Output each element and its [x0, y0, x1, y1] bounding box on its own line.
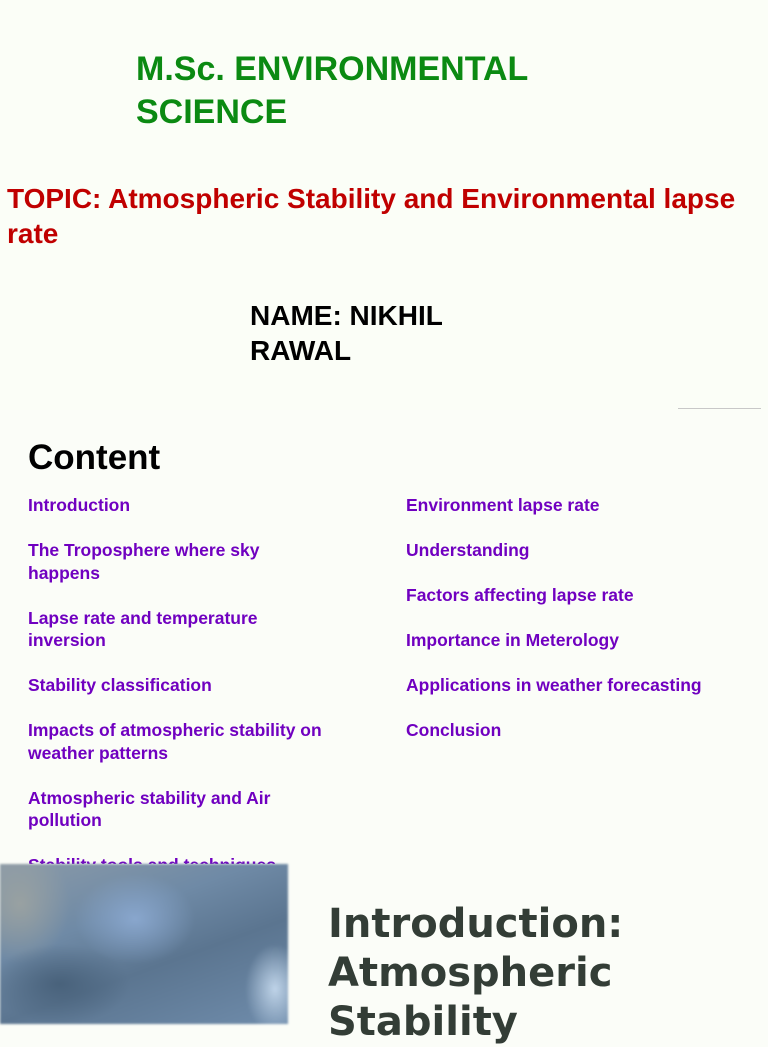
content-item-applications-forecasting[interactable]: Applications in weather forecasting: [406, 675, 702, 695]
content-item-importance-meteorology[interactable]: Importance in Meterology: [406, 630, 619, 650]
content-list-right: [406, 494, 746, 764]
content-item-stability-classification[interactable]: Stability classification: [28, 675, 212, 695]
content-item-conclusion[interactable]: Conclusion: [406, 720, 502, 740]
degree-title: M.Sc. ENVIRONMENTAL SCIENCE: [136, 50, 528, 131]
content-item-lapse-rate-inversion[interactable]: Lapse rate and temperature inversion: [28, 607, 258, 650]
topic-title: TOPIC: Atmospheric Stability and Environmental lapse rate: [7, 183, 736, 249]
content-item-factors[interactable]: Factors affecting lapse rate: [406, 585, 634, 605]
author-name: NAME: NIKHIL RAWAL: [250, 300, 443, 366]
content-slide: [0, 410, 768, 864]
title-slide: [0, 0, 768, 410]
sky-photo: [0, 864, 288, 1024]
content-list-left: [28, 494, 328, 899]
content-item-introduction[interactable]: Introduction: [28, 495, 131, 515]
intro-slide: [0, 864, 768, 1045]
content-item-impacts-weather[interactable]: Impacts of atmospheric stability on weather patterns: [28, 720, 322, 763]
content-heading: Content: [28, 438, 161, 477]
slide-divider: [678, 408, 761, 409]
content-item-understanding[interactable]: Understanding: [406, 540, 530, 560]
content-item-air-pollution[interactable]: Atmospheric stability and Air pollution: [28, 787, 271, 830]
intro-title: Introduction: Atmospheric Stability: [328, 901, 624, 1045]
content-item-environment-lapse-rate[interactable]: Environment lapse rate: [406, 495, 600, 515]
content-item-troposphere[interactable]: The Troposphere where sky happens: [28, 540, 260, 583]
